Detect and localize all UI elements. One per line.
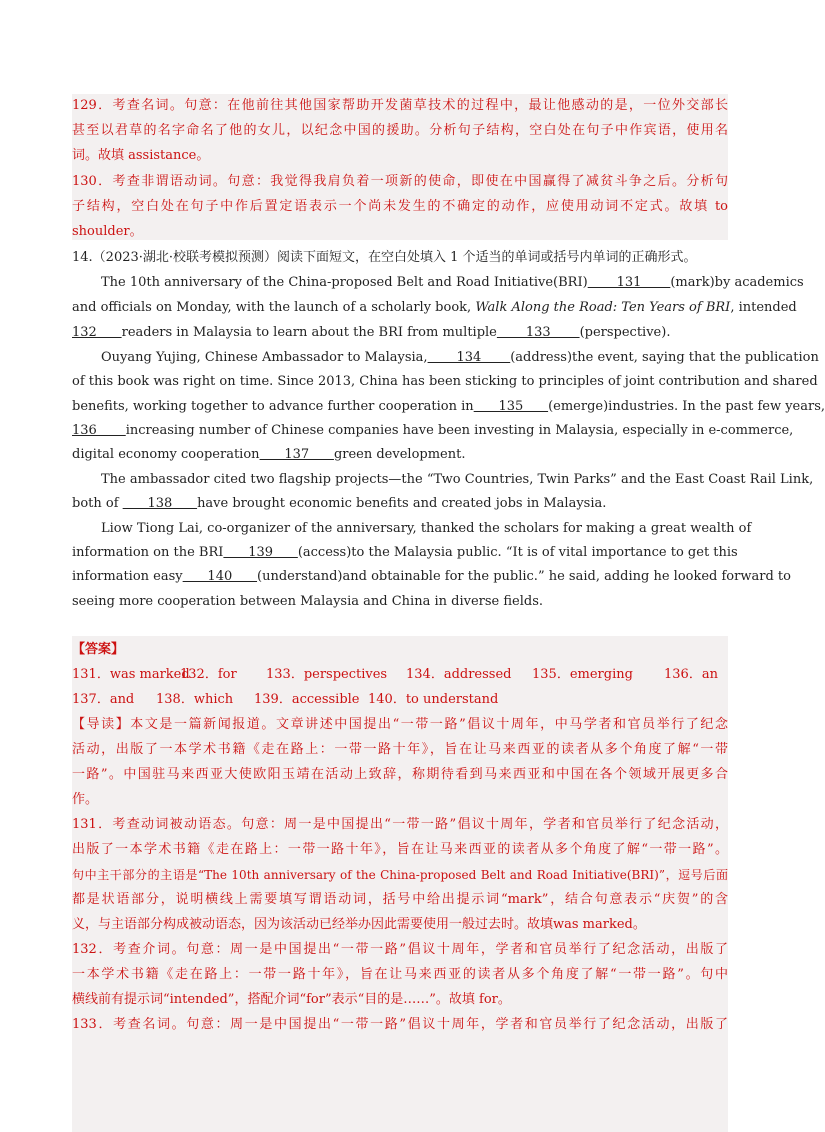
book-title: Walk Along the Road: Ten Years of BRI: [475, 300, 731, 315]
blank-136: 136: [72, 423, 126, 438]
answer-row: [72, 667, 728, 683]
prev-explanation-block: [72, 94, 728, 240]
answer-item: 137．and: [72, 692, 135, 707]
guide-line: 一路”。中国驻马来西亚大使欧阳玉靖在活动上致辞，称期待看到马来西亚和中国在各个领域开展更多合: [72, 767, 728, 782]
blank-140: 140: [182, 569, 258, 584]
explanation-131-line: 句中主干部分的主语是“The 10th anniversary of the China-proposed Belt and Road Initiative(BRI)”，逗号后面: [72, 868, 728, 882]
blank-132: 132: [72, 325, 122, 340]
blank-138: 138: [122, 496, 198, 511]
explanation-131-line: 出版了一本学术书籍《走在路上：一带一路十年》，旨在让马来西亚的读者从多个角度了解“一带一路”。: [72, 842, 728, 857]
passage-line: 132 readers in Malaysia to learn about the BRI from multiple 133 (perspective).: [72, 325, 671, 340]
answer-item: 139．accessible: [254, 692, 360, 707]
blank-134: 134: [427, 350, 511, 365]
passage-line: The ambassador cited two flagship projects—the “Two Countries, Twin Parks” and the East Coast Rail Link,: [101, 472, 814, 487]
guide-line: 活动，出版了一本学术书籍《走在路上：一带一路十年》，旨在让马来西亚的读者从多个角度了解“一带: [72, 742, 728, 757]
answer-item: 132．for: [180, 667, 237, 682]
passage-line: and officials on Monday, with the launch of a scholarly book, Walk Along the Road: Ten Years of BRI, intended: [72, 300, 797, 315]
blank-135: 135: [473, 399, 549, 414]
explanation-line: 甚至以君草的名字命名了他的女儿，以纪念中国的援助。分析句子结构，空白处在句子中作宾语，使用名: [72, 123, 728, 138]
explanation-132-line: 横线前有提示词“intended”，搭配介词“for”表示“目的是……”。故填 for。: [72, 992, 511, 1007]
answer-item: 131．was marked: [72, 667, 190, 682]
blank-137: 137: [259, 447, 334, 462]
answer-item: 136．an: [664, 667, 718, 682]
passage-line: both of 138 have brought economic benefits and created jobs in Malaysia.: [72, 496, 607, 511]
guide-line: 【导读】本文是一篇新闻报道。文章讲述中国提出“一带一路”倡议十周年，中马学者和官员举行了纪念: [72, 717, 728, 732]
passage-line: benefits, working together to advance further cooperation in 135 (emerge)industries. In the past few years,: [72, 399, 825, 414]
passage-line: seeing more cooperation between Malaysia and China in diverse fields.: [72, 594, 543, 609]
answer-item: 138．which: [156, 692, 234, 707]
explanation-133-line: 133．考查名词。句意：周一是中国提出“一带一路”倡议十周年，学者和官员举行了纪念活动，出版了: [72, 1017, 728, 1032]
answer-item: 133．perspectives: [266, 667, 388, 682]
answer-row: [72, 692, 728, 708]
passage-line: Ouyang Yujing, Chinese Ambassador to Malaysia, 134 (address)the event, saying that the publication: [101, 350, 819, 365]
answer-block: [72, 636, 728, 1132]
passage-line: information easy 140 (understand)and obtainable for the public.” he said, adding he looked forward to: [72, 569, 791, 584]
passage-line: information on the BRI 139 (access)to the Malaysia public. “It is of vital importance to get this: [72, 545, 738, 560]
answer-item: 140．to understand: [368, 692, 499, 707]
answer-item: 134．addressed: [406, 667, 512, 682]
explanation-line: 词。故填 assistance。: [72, 148, 210, 163]
passage-line: 136 increasing number of Chinese companies have been investing in Malaysia, especially in e-commerce,: [72, 423, 794, 438]
passage-line: digital economy cooperation 137 green development.: [72, 447, 466, 462]
guide-line: 作。: [72, 792, 99, 807]
blank-131: 131: [587, 275, 671, 290]
passage-line: The 10th anniversary of the China-proposed Belt and Road Initiative(BRI) 131 (mark)by academics: [101, 275, 804, 290]
explanation-131-line: 都是状语部分，说明横线上需要填写谓语动词，括号中给出提示词“mark”，结合句意表示“庆贺”的含: [72, 892, 728, 907]
explanation-line: 子结构，空白处在句子中作后置定语表示一个尚未发生的不确定的动作，应使用动词不定式。故填 to: [72, 199, 728, 214]
answer-label: 【答案】: [72, 642, 125, 657]
explanation-line: shoulder。: [72, 224, 143, 239]
explanation-line: 129．考查名词。句意：在他前往其他国家帮助开发菌草技术的过程中，最让他感动的是，一位外交部长: [72, 98, 728, 113]
explanation-131-line: 义，与主语部分构成被动语态，因为该活动已经举办因此需要使用一般过去时。故填was marked。: [72, 917, 646, 932]
answer-item: 135．emerging: [532, 667, 633, 682]
passage-line: Liow Tiong Lai, co-organizer of the anniversary, thanked the scholars for making a great wealth of: [101, 521, 752, 536]
explanation-131-line: 131．考查动词被动语态。句意：周一是中国提出“一带一路”倡议十周年，学者和官员举行了纪念活动，: [72, 817, 728, 832]
question-header: 14.（2023·湖北·校联考模拟预测）阅读下面短文，在空白处填入 1 个适当的单词或括号内单词的正确形式。: [72, 250, 697, 265]
passage-line: of this book was right on time. Since 2013, China has been sticking to principles of joint contribution and shared: [72, 374, 818, 389]
blank-133: 133: [496, 325, 580, 340]
explanation-line: 130．考查非谓语动词。句意：我觉得我肩负着一项新的使命，即使在中国赢得了减贫斗争之后。分析句: [72, 174, 728, 189]
blank-139: 139: [223, 545, 298, 560]
explanation-132-line: 一本学术书籍《走在路上：一带一路十年》，旨在让马来西亚的读者从多个角度了解“一带一路”。句中: [72, 967, 728, 982]
explanation-132-line: 132．考查介词。句意：周一是中国提出“一带一路”倡议十周年，学者和官员举行了纪念活动，出版了: [72, 942, 728, 957]
